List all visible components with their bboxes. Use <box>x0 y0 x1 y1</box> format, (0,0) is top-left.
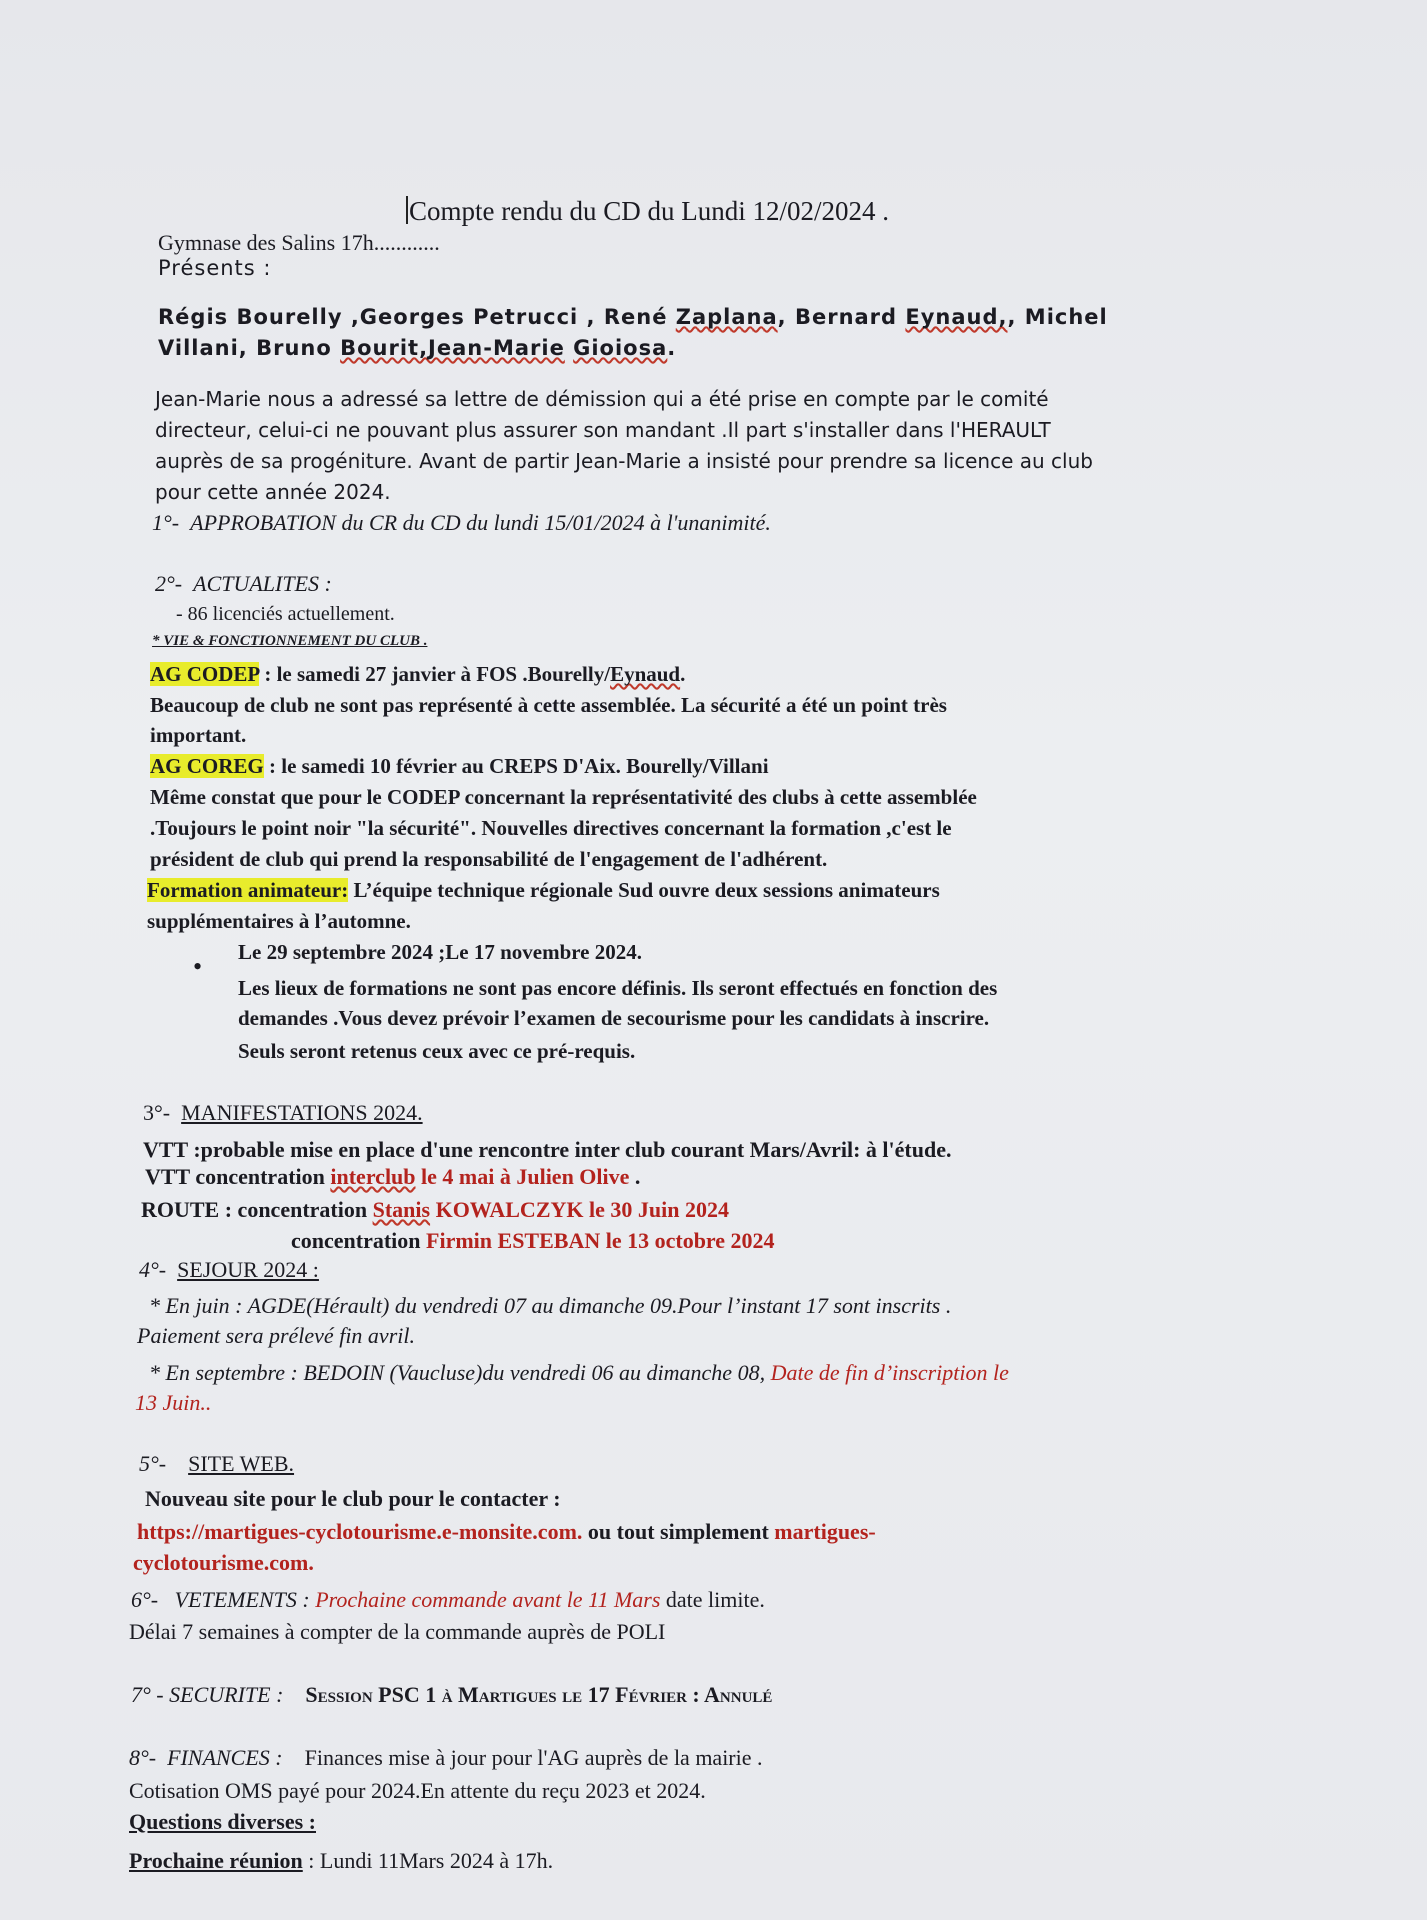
site-url-link[interactable]: https://martigues-cyclotourisme.e-monsite.com. <box>137 1519 583 1544</box>
coreg-text: .Toujours le point noir "la sécurité". Nouvelles directives concernant la formation ,c'est le <box>150 816 952 840</box>
prochaine-reunion: Prochaine réunion : Lundi 11Mars 2024 à 17h. <box>129 1848 554 1873</box>
bullet-line: demandes .Vous devez prévoir l’examen de secourisme pour les candidats à inscrire. <box>238 1006 990 1030</box>
licencies-count: - 86 licenciés actuellement. <box>176 603 395 625</box>
codep-text: important. <box>150 723 247 747</box>
vie-club-subheading: * VIE & FONCTIONNEMENT DU CLUB . <box>152 633 428 649</box>
section-1: 1°- APPROBATION du CR du CD du lundi 15/01/2024 à l'unanimité. <box>152 510 771 535</box>
route-line-2: concentration Firmin ESTEBAN le 13 octobre 2024 <box>291 1228 775 1253</box>
intro-line: pour cette année 2024. <box>155 480 391 504</box>
sejour-septembre: * En septembre : BEDOIN (Vaucluse)du vendredi 06 au dimanche 08, Date de fin d’inscription le <box>149 1360 1009 1385</box>
site-web-links: https://martigues-cyclotourisme.e-monsite.com. ou tout simplement martigues- <box>137 1519 876 1544</box>
section-5-heading: 5°- SITE WEB. <box>139 1451 295 1476</box>
alt-site-link[interactable]: martigues- <box>774 1519 876 1544</box>
coreg-text: Même constat que pour le CODEP concernant la représentativité des clubs à cette assemblée <box>150 785 977 809</box>
questions-diverses: Questions diverses : <box>129 1809 316 1834</box>
sejour-juin: * En juin : AGDE(Hérault) du vendredi 07 au dimanche 09.Pour l’instant 17 sont inscrits . <box>149 1293 952 1318</box>
section-3-heading: 3°- MANIFESTATIONS 2024. <box>143 1100 423 1125</box>
section-2-heading: 2°- ACTUALITES : <box>155 571 332 596</box>
attendees-line-2: Villani, Bruno Bourit,Jean-Marie Gioiosa. <box>158 336 677 360</box>
formation-text: supplémentaires à l’automne. <box>147 909 411 933</box>
vtt-line-1: VTT :probable mise en place d'une rencontre inter club courant Mars/Avril: à l'étude. <box>143 1137 952 1162</box>
intro-line: auprès de sa progéniture. Avant de partir Jean-Marie a insisté pour prendre sa licence au club <box>155 449 1093 473</box>
formation-animateur-line: Formation animateur: L’équipe technique régionale Sud ouvre deux sessions animateurs <box>147 878 940 902</box>
bullet-marker: • <box>193 952 203 981</box>
location-line: Gymnase des Salins 17h............ <box>158 230 440 255</box>
text-cursor <box>406 196 408 224</box>
vetements-delai: Délai 7 semaines à compter de la commande auprès de POLI <box>129 1619 666 1644</box>
section-6-heading: 6°- VETEMENTS : Prochaine commande avant le 11 Mars date limite. <box>131 1587 765 1612</box>
alt-site-link-cont[interactable]: cyclotourisme.com. <box>133 1550 314 1575</box>
document-title: Compte rendu du CD du Lundi 12/02/2024 . <box>406 196 889 225</box>
intro-line: Jean-Marie nous a adressé sa lettre de démission qui a été prise en compte par le comité <box>155 387 1049 411</box>
bullet-line: Les lieux de formations ne sont pas encore définis. Ils seront effectués en fonction des <box>238 976 998 1000</box>
presents-label: Présents : <box>158 256 272 280</box>
intro-line: directeur, celui-ci ne pouvant plus assurer son mandant .Il part s'installer dans l'HERAULT <box>155 418 1051 442</box>
ag-codep-line: AG CODEP : le samedi 27 janvier à FOS .Bourelly/Eynaud. <box>150 662 686 686</box>
sejour-date-fin: 13 Juin.. <box>135 1390 212 1415</box>
ag-coreg-line: AG COREG : le samedi 10 février au CREPS D'Aix. Bourelly/Villani <box>150 754 769 778</box>
vtt-line-2: VTT concentration interclub le 4 mai à Julien Olive . <box>145 1164 641 1189</box>
bullet-line: Le 29 septembre 2024 ;Le 17 novembre 2024. <box>238 940 643 964</box>
section-4-heading: 4°- SEJOUR 2024 : <box>139 1257 319 1282</box>
site-web-text: Nouveau site pour le club pour le contacter : <box>145 1486 561 1511</box>
route-line: ROUTE : concentration Stanis KOWALCZYK le 30 Juin 2024 <box>141 1197 729 1222</box>
finances-oms: Cotisation OMS payé pour 2024.En attente du reçu 2023 et 2024. <box>129 1778 706 1803</box>
bullet-line: Seuls seront retenus ceux avec ce pré-requis. <box>238 1039 636 1063</box>
codep-text: Beaucoup de club ne sont pas représenté à cette assemblée. La sécurité a été un point très <box>150 693 947 717</box>
section-8-heading: 8°- FINANCES : Finances mise à jour pour l'AG auprès de la mairie . <box>129 1745 763 1770</box>
sejour-paiement: Paiement sera prélevé fin avril. <box>137 1323 415 1348</box>
coreg-text: président de club qui prend la responsabilité de l'engagement de l'adhérent. <box>150 847 828 871</box>
attendees-line-1: Régis Bourelly ,Georges Petrucci , René Zaplana, Bernard Eynaud,, Michel <box>158 305 1108 329</box>
section-7-heading: 7° - SECURITE : Session PSC 1 à Martigues le 17 Février : Annulé <box>131 1682 773 1707</box>
